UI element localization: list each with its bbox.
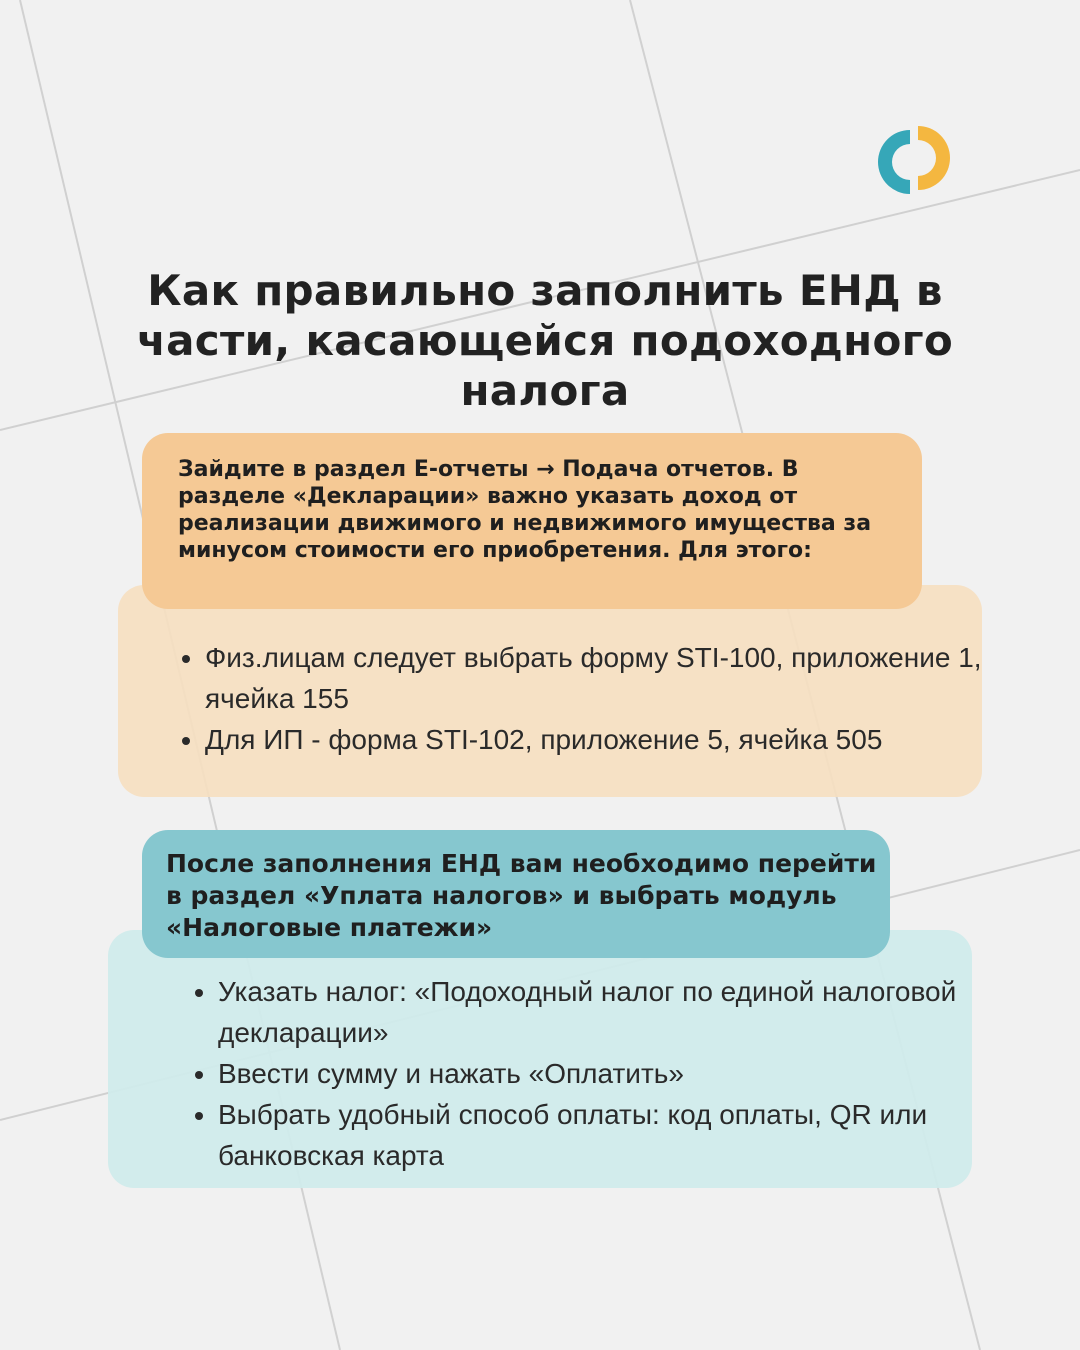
- brand-logo-icon: [874, 120, 954, 200]
- list-item: • Ввести сумму и нажать «Оплатить»: [218, 1053, 978, 1094]
- list-item: • Указать налог: «Подоходный налог по единой налоговой декларации»: [218, 971, 978, 1053]
- list-item: • Физ.лицам следует выбрать форму STI-100, приложение 1, ячейка 155: [205, 637, 1005, 719]
- section2-list: [190, 971, 978, 1176]
- section1-heading: Зайдите в раздел Е-отчеты → Подача отчетов. В разделе «Декларации» важно указать доход от реализации движимого и недвижимого имущества за минусом стоимости его приобретения. Для этого:: [178, 457, 872, 563]
- section1-list: [177, 637, 1005, 760]
- list-item: • Для ИП - форма STI-102, приложение 5, ячейка 505: [205, 719, 1005, 760]
- page-title: Как правильно заполнить ЕНД в части, касающейся подоходного налога: [136, 266, 954, 415]
- section2-heading: После заполнения ЕНД вам необходимо перейти в раздел «Уплата налогов» и выбрать модуль «Налоговые платежи»: [166, 849, 877, 942]
- list-item: • Выбрать удобный способ оплаты: код оплаты, QR или банковская карта: [218, 1094, 978, 1176]
